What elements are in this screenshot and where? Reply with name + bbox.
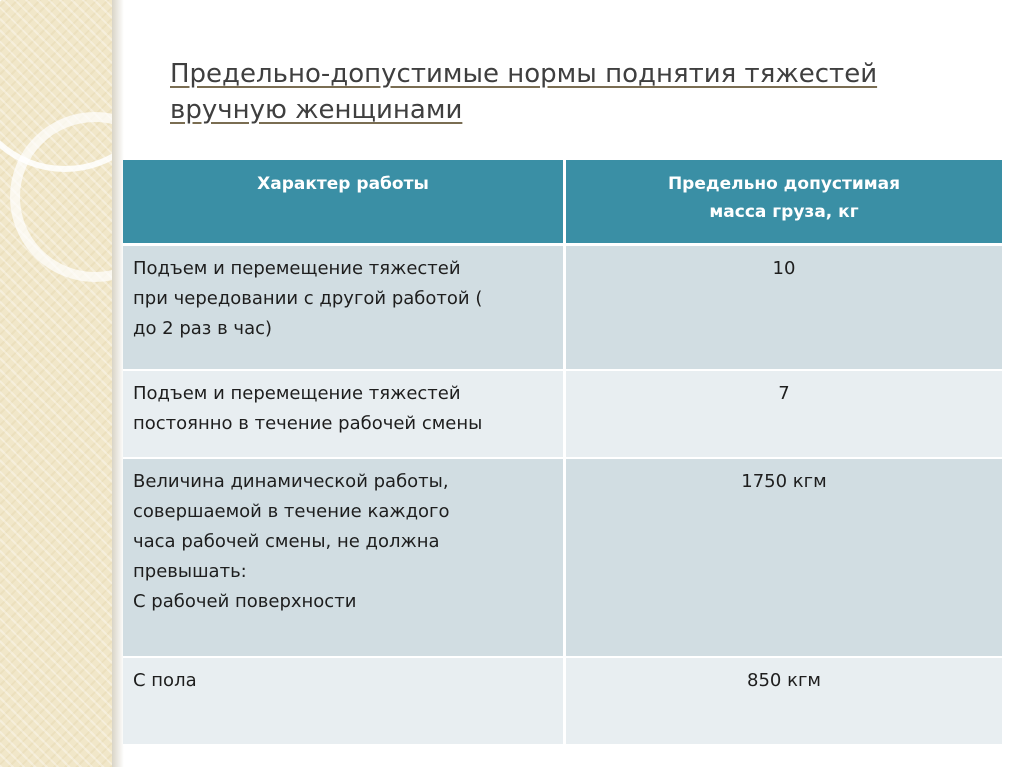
work-type-cell bbox=[123, 371, 563, 459]
slide-title bbox=[170, 56, 970, 128]
limit-cell bbox=[563, 371, 1002, 459]
work-type-line: до 2 раз в час) bbox=[133, 318, 273, 339]
norms-table bbox=[123, 160, 1002, 746]
work-type-line: С рабочей поверхности bbox=[133, 591, 357, 612]
work-type-cell bbox=[123, 459, 563, 658]
decorative-side-band bbox=[0, 0, 112, 767]
header-max-mass-line: масса груза, кг bbox=[709, 202, 859, 222]
work-type-line: постоянно в течение рабочей смены bbox=[133, 413, 483, 434]
slide-title-line: вручную женщинами bbox=[170, 95, 463, 125]
table-row bbox=[123, 459, 1002, 658]
work-type-line: превышать: bbox=[133, 561, 247, 582]
table-row bbox=[123, 658, 1002, 746]
work-type-line: Величина динамической работы, bbox=[133, 471, 449, 492]
slide-title-line: Предельно-допустимые нормы поднятия тяжестей bbox=[170, 59, 878, 89]
limit-value: 850 кгм bbox=[747, 670, 821, 691]
table-row bbox=[123, 246, 1002, 371]
work-type-line: Подъем и перемещение тяжестей bbox=[133, 383, 461, 404]
table-header-row bbox=[123, 160, 1002, 246]
limit-cell bbox=[563, 246, 1002, 371]
header-max-mass bbox=[563, 160, 1002, 246]
limit-value: 10 bbox=[772, 258, 796, 279]
limit-cell bbox=[563, 658, 1002, 746]
work-type-line: Подъем и перемещение тяжестей bbox=[133, 258, 461, 279]
work-type-cell bbox=[123, 246, 563, 371]
work-type-line: С пола bbox=[133, 670, 197, 691]
work-type-cell bbox=[123, 658, 563, 746]
limit-value: 7 bbox=[778, 383, 790, 404]
table-row bbox=[123, 371, 1002, 459]
work-type-line: совершаемой в течение каждого bbox=[133, 501, 450, 522]
limit-value: 1750 кгм bbox=[741, 471, 827, 492]
work-type-line: часа рабочей смены, не должна bbox=[133, 531, 440, 552]
header-work-type-label: Характер работы bbox=[257, 174, 429, 194]
work-type-line: при чередовании с другой работой ( bbox=[133, 288, 483, 309]
header-work-type bbox=[123, 160, 563, 246]
header-max-mass-line: Предельно допустимая bbox=[667, 174, 901, 194]
limit-cell bbox=[563, 459, 1002, 658]
